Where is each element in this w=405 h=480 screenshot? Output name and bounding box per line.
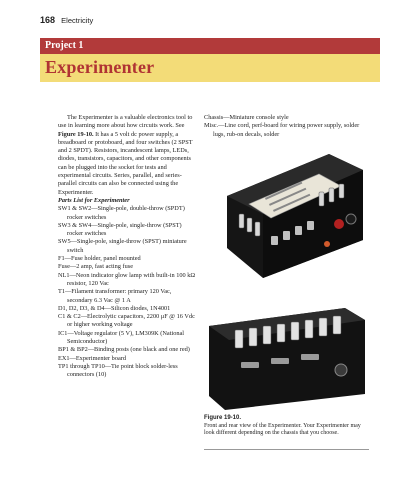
page-title: Experimenter <box>45 57 155 77</box>
experimenter-rear-photo <box>205 300 367 412</box>
figure-reference: Figure 19-10. <box>58 130 94 138</box>
parts-item: SW3 & SW4—Single-pole, single-throw (SPST) rocker switches <box>58 221 182 238</box>
parts-item: T1—Filament transformer: primary 120 Vac, secondary 6.3 Vac @ 1 A <box>58 288 172 304</box>
running-header <box>40 15 93 25</box>
figure-caption-text: Front and rear view of the Experimenter. Your Experimenter may look different depending on the chassis that you choose. <box>204 422 361 437</box>
figure-caption <box>204 415 369 438</box>
caption-rule <box>204 449 369 450</box>
intro-paragraph <box>58 114 198 197</box>
right-column <box>204 114 364 139</box>
parts-item: NL1—Neon indicator glow lamp with built-in 100 kΩ resistor, 120 Vac <box>58 271 196 287</box>
project-label-band <box>40 38 380 54</box>
parts-item: Chassis—Miniature console style <box>204 114 289 121</box>
intro-text-end: It has a 5 volt dc power supply, a breadboard or protoboard, and four switches (2 SPST and 2 SPDT). Resistors, incandescent lamps, LEDs, diodes, transistors, capacitors, and other components can be plugged into the socket for tests and experimental circuits. Series, parallel, and series-parallel circuits can also be connected using the Experimenter. <box>58 130 193 196</box>
parts-item: Misc.—Line cord, perf-board for wiring power supply, solder lugs, rub-on decals, solder <box>204 122 360 138</box>
figure-label: Figure 19-10. <box>204 415 242 421</box>
parts-item: SW1 & SW2—Single-pole, double-throw (SPDT) rocker switches <box>58 205 185 221</box>
parts-item: IC1—Voltage regulator (5 V), LM309K (National Semiconductor) <box>58 329 185 346</box>
parts-item: C1 & C2—Electrolytic capacitors, 2200 μF @ 16 Vdc or higher working voltage <box>58 313 195 329</box>
left-column <box>58 114 198 380</box>
parts-item: SW5—Single-pole, single-throw (SPST) miniature switch <box>58 238 187 254</box>
section-name: Electricity <box>61 16 94 25</box>
parts-item: Fuse—2 amp, fast acting fuse <box>58 263 134 271</box>
experimenter-front-photo <box>219 140 365 280</box>
title-band <box>40 54 380 82</box>
parts-item: EX1—Experimenter board <box>58 354 127 362</box>
intro-text-start: The Experimenter is a valuable electronics tool to use in learning more about how circuits work. See <box>58 114 193 130</box>
parts-item: TP1 through TP10—Tie point block solder-less connectors (10) <box>58 362 178 379</box>
parts-list-title: Parts List for Experimenter <box>58 196 130 204</box>
parts-item: D1, D2, D3, & D4—Silicon diodes, 1N4001 <box>58 304 171 312</box>
parts-item: BP1 & BP2—Binding posts (one black and one red) <box>58 346 190 354</box>
page-number: 168 <box>40 15 56 25</box>
parts-item: F1—Fuse holder, panel mounted <box>58 255 141 263</box>
project-label: Project 1 <box>45 40 84 51</box>
